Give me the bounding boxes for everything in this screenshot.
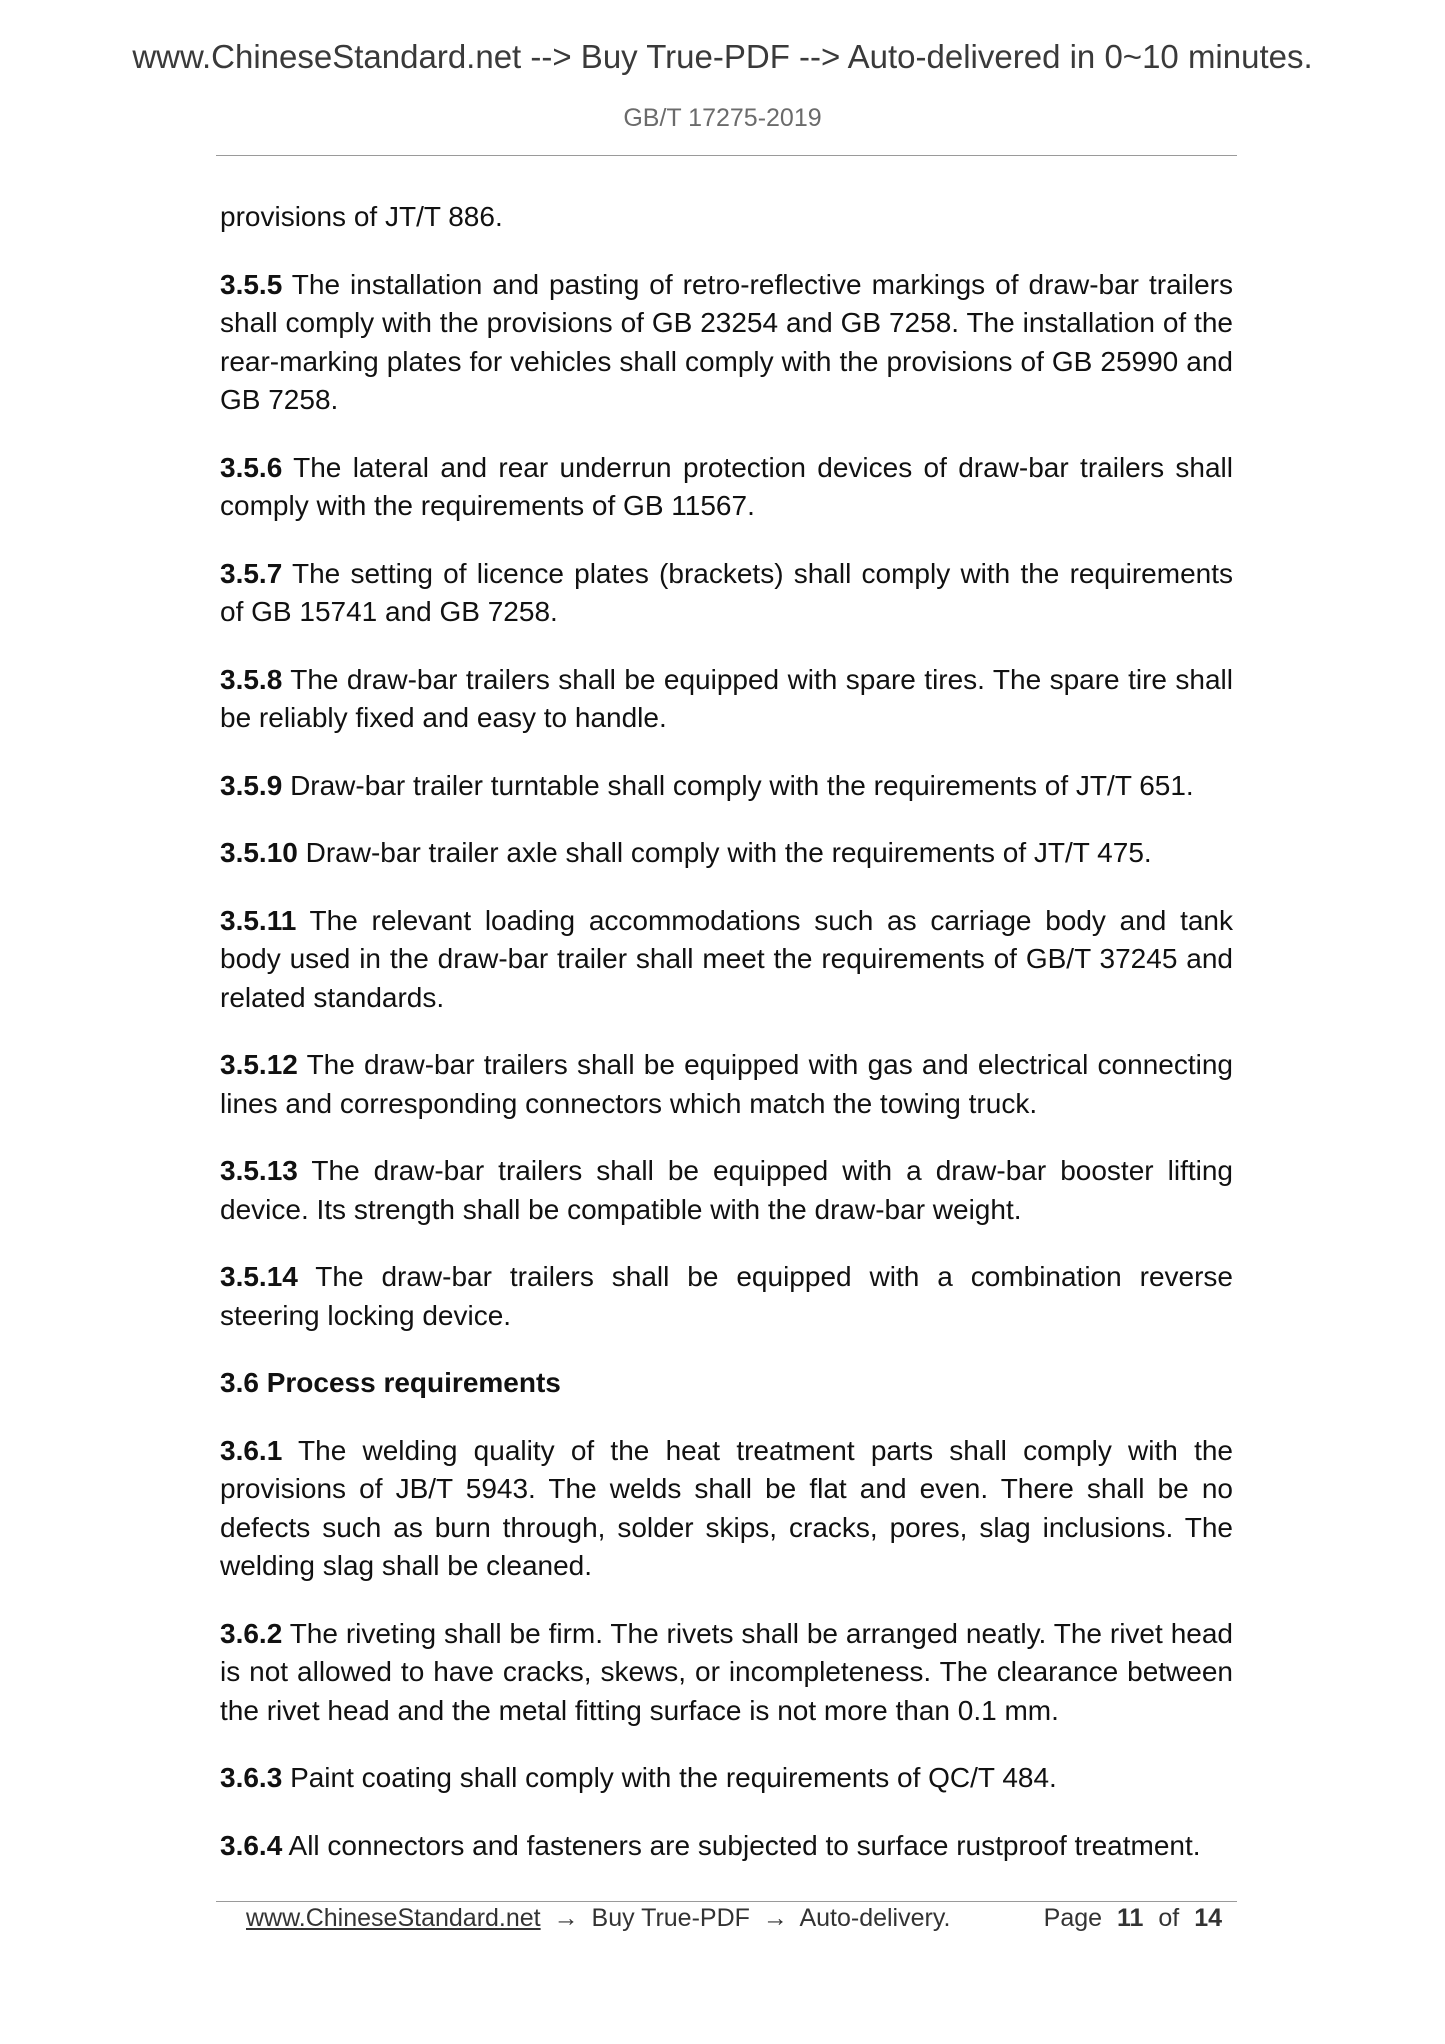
page-of-label: of — [1158, 1904, 1180, 1932]
page-footer — [246, 1904, 1236, 1944]
clause-text: The setting of licence plates (brackets) shall comply with the requirements of GB 15741 and GB 7258. — [220, 557, 1233, 627]
document-code: GB/T 17275-2019 — [623, 104, 822, 132]
page-current: 11 — [1116, 1904, 1144, 1932]
document-body — [220, 198, 1233, 1894]
clause-number: 3.5.5 — [220, 268, 283, 300]
clause-number: 3.5.10 — [220, 837, 298, 868]
clause-number: 3.6.3 — [220, 1762, 283, 1793]
clause-3-5-6 — [220, 449, 1233, 526]
clause-number: 3.6.4 — [220, 1829, 283, 1861]
footer-delivery-text: Auto-delivery. — [799, 1904, 951, 1932]
header-divider — [216, 155, 1237, 156]
clause-3-5-5 — [220, 266, 1233, 420]
clause-text: Draw-bar trailer turntable shall comply with the requirements of JT/T 651. — [290, 769, 1194, 801]
arrow-right-icon: → — [553, 1904, 579, 1932]
section-heading-3-6 — [220, 1364, 1233, 1403]
clause-3-5-10 — [220, 834, 1233, 873]
clause-number: 3.5.9 — [220, 769, 283, 801]
clause-3-5-7 — [220, 555, 1233, 632]
paragraph-text: provisions of JT/T 886. — [220, 201, 503, 232]
page-indicator — [1044, 1904, 1230, 1933]
clause-number: 3.5.8 — [220, 663, 283, 695]
clause-text: The riveting shall be firm. The rivets shall be arranged neatly. The rivet head is not allowed to have cracks, skews, or incompleteness. The clearance between the rivet head and the metal fitting surface is not more than 0.1 mm. — [220, 1617, 1233, 1726]
clause-3-6-4 — [220, 1827, 1233, 1866]
clause-text: The installation and pasting of retro-reflective markings of draw-bar trailers shall comply with the provisions of GB 23254 and GB 7258. The installation of the rear-marking plates for vehicles shall comply with the provisions of GB 25990 and GB 7258. — [220, 268, 1234, 415]
footer-buy-text: Buy True-PDF — [591, 1904, 750, 1932]
clause-text: The draw-bar trailers shall be equipped with a combination reverse steering locking device. — [220, 1261, 1233, 1331]
clause-number: 3.5.13 — [220, 1155, 298, 1186]
clause-text: The draw-bar trailers shall be equipped with spare tires. The spare tire shall be reliably fixed and easy to handle. — [220, 663, 1233, 733]
clause-text: The draw-bar trailers shall be equipped with gas and electrical connecting lines and corresponding connectors which match the towing truck. — [220, 1049, 1233, 1119]
clause-text: Paint coating shall comply with the requirements of QC/T 484. — [290, 1762, 1057, 1793]
clause-text: The draw-bar trailers shall be equipped with a draw-bar booster lifting device. Its strength shall be compatible with the draw-bar weight. — [220, 1155, 1233, 1225]
clause-3-5-13 — [220, 1152, 1233, 1229]
section-title: Process requirements — [266, 1367, 561, 1398]
section-number: 3.6 — [220, 1367, 259, 1398]
clause-number: 3.5.14 — [220, 1261, 298, 1292]
clause-3-6-1 — [220, 1432, 1233, 1586]
clause-3-5-8 — [220, 661, 1233, 738]
clause-number: 3.5.12 — [220, 1049, 298, 1080]
clause-number: 3.5.11 — [220, 904, 297, 936]
paragraph-continuation — [220, 198, 1233, 237]
clause-text: The lateral and rear underrun protection devices of draw-bar trailers shall comply with the requirements of GB 11567. — [220, 451, 1233, 521]
footer-site-link[interactable]: www.ChineseStandard.net — [246, 1904, 541, 1932]
clause-text: Draw-bar trailer axle shall comply with the requirements of JT/T 475. — [305, 837, 1152, 868]
clause-3-5-9 — [220, 767, 1233, 806]
clause-text: The welding quality of the heat treatment parts shall comply with the provisions of JB/T 5943. The welds shall be flat and even. There shall be no defects such as burn through, solder skips, cracks, pores, slag inclusions. The welding slag shall be cleaned. — [220, 1434, 1233, 1581]
clause-3-6-3 — [220, 1759, 1233, 1798]
clause-3-6-2 — [220, 1615, 1233, 1731]
clause-number: 3.5.7 — [220, 557, 283, 589]
page-label: Page — [1043, 1904, 1103, 1932]
site-banner: www.ChineseStandard.net --> Buy True-PDF --> Auto-delivered in 0~10 minutes. — [132, 38, 1313, 75]
clause-3-5-12 — [220, 1046, 1233, 1123]
footer-divider — [216, 1901, 1237, 1902]
clause-3-5-14 — [220, 1258, 1233, 1335]
clause-number: 3.6.2 — [220, 1617, 283, 1649]
clause-number: 3.5.6 — [220, 451, 283, 483]
page-total: 14 — [1194, 1904, 1222, 1932]
clause-text: The relevant loading accommodations such as carriage body and tank body used in the draw-bar trailer shall meet the requirements of GB/T 37245 and related standards. — [220, 904, 1233, 1013]
clause-text: All connectors and fasteners are subjected to surface rustproof treatment. — [288, 1829, 1201, 1861]
clause-3-5-11 — [220, 902, 1233, 1018]
arrow-right-icon: → — [762, 1904, 788, 1932]
clause-number: 3.6.1 — [220, 1434, 283, 1466]
